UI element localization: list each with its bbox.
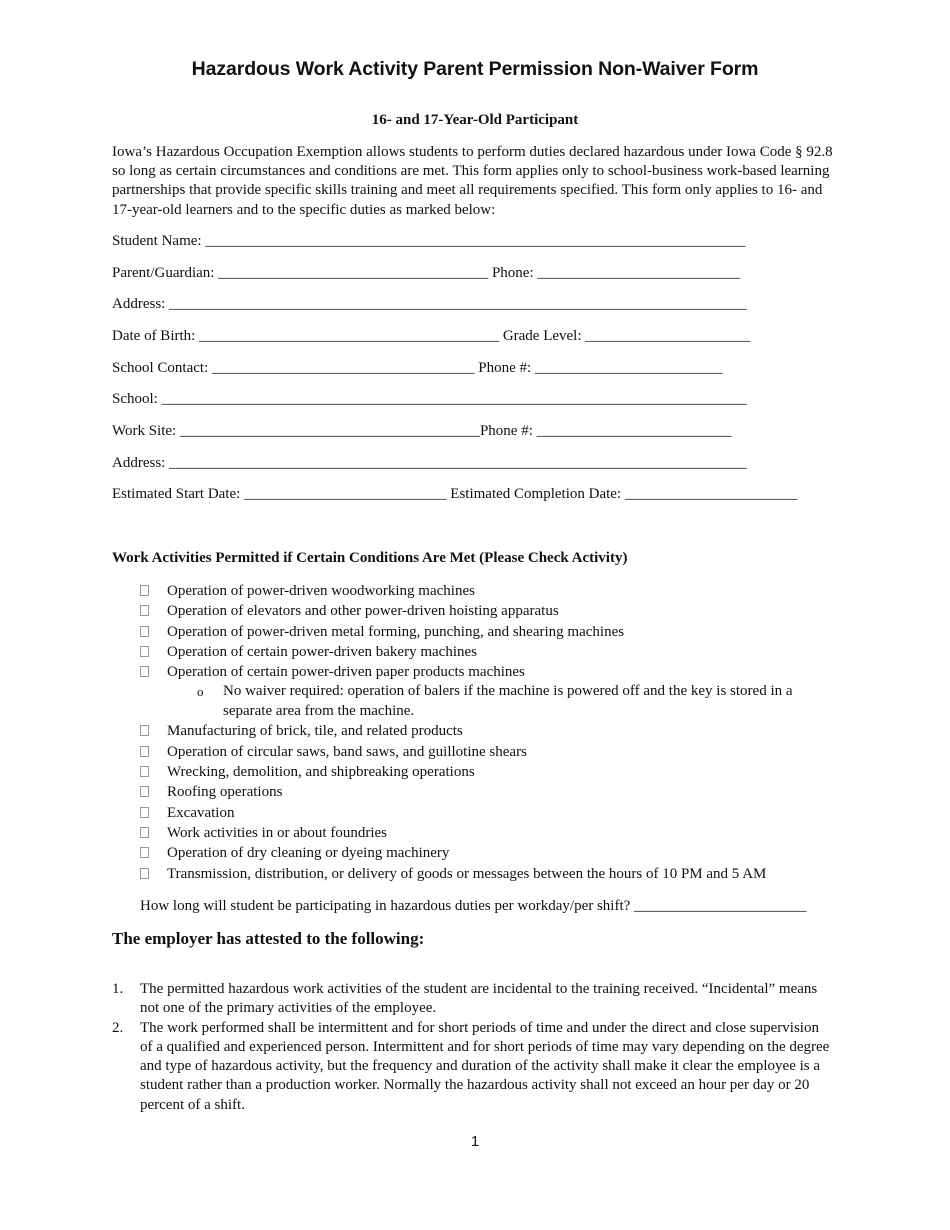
student-name-field[interactable]: Student Name: ________________________________________________________________________ xyxy=(112,233,746,249)
activity-item[interactable]: Operation of elevators and other power-driven hoisting apparatus xyxy=(140,601,840,621)
checkbox-icon[interactable] xyxy=(140,827,149,838)
checkbox-icon[interactable] xyxy=(140,646,149,657)
form-subtitle: 16- and 17-Year-Old Participant xyxy=(371,112,579,128)
start-completion-date-field[interactable]: Estimated Start Date: ___________________________ Estimated Completion Date: _______________________ xyxy=(112,486,798,502)
activity-item[interactable]: Excavation xyxy=(140,803,840,823)
list-item-text: The permitted hazardous work activities of the student are incidental to the training received. “Incidental” means not one of the primary activities of the employee. xyxy=(140,981,818,1017)
baler-note-text: No waiver required: operation of balers if the machine is powered off and the key is stored in a separate area from the machine. xyxy=(223,683,793,719)
school-contact-phone-field[interactable]: School Contact: ___________________________________ Phone #: _________________________ xyxy=(112,360,723,376)
activity-item[interactable]: Wrecking, demolition, and shipbreaking operations xyxy=(140,762,840,782)
activity-item[interactable]: Manufacturing of brick, tile, and related products xyxy=(140,721,840,741)
checkbox-icon[interactable] xyxy=(140,868,149,879)
duration-question[interactable]: How long will student be participating in hazardous duties per workday/per shift? _______________________ xyxy=(140,898,807,914)
checkbox-icon[interactable] xyxy=(140,766,149,777)
activity-item[interactable]: Operation of power-driven woodworking machines xyxy=(140,581,840,601)
checkbox-icon[interactable] xyxy=(140,786,149,797)
activity-item[interactable]: Operation of certain power-driven paper products machines xyxy=(140,662,840,682)
list-number: 1. xyxy=(112,981,124,997)
list-item xyxy=(112,980,832,1019)
page-number: 1 xyxy=(470,1133,480,1150)
checkbox-icon[interactable] xyxy=(140,626,149,637)
list-item-text: The work performed shall be intermittent and for short periods of time and under the direct and close supervision of a qualified and experienced person. Intermittent and for short periods of time may vary depending on the degree and type of hazardous activity, but the frequency and duration of the activity shall make it clear the employee is a student rather than a production worker. Normally the hazardous activity shall not exceed an hour per day or 20 percent of a shift. xyxy=(140,1019,830,1113)
activity-item[interactable]: Roofing operations xyxy=(140,782,840,802)
circle-bullet-icon: o xyxy=(197,684,204,700)
checkbox-icon[interactable] xyxy=(140,807,149,818)
checkbox-icon[interactable] xyxy=(140,585,149,596)
activity-item[interactable]: Operation of dry cleaning or dyeing machinery xyxy=(140,843,840,863)
form-title: Hazardous Work Activity Parent Permission Non-Waiver Form xyxy=(191,58,759,80)
activity-item[interactable]: Operation of certain power-driven bakery machines xyxy=(140,642,840,662)
checkbox-icon[interactable] xyxy=(140,746,149,757)
activity-item[interactable]: Transmission, distribution, or delivery of goods or messages between the hours of 10 PM and 5 AM xyxy=(140,864,840,884)
list-item xyxy=(112,1019,832,1115)
work-site-phone-field[interactable]: Work Site: ________________________________________Phone #: __________________________ xyxy=(112,423,732,439)
list-number: 2. xyxy=(112,1019,124,1036)
checkbox-icon[interactable] xyxy=(140,666,149,677)
intro-paragraph: Iowa’s Hazardous Occupation Exemption allows students to perform duties declared hazardous under Iowa Code § 92.8 so long as certain circumstances and conditions are met. This form applies only to school-business work-based learning partnerships that provide specific skills training and meet all requirements specified. This form only applies to 16- and 17-year-old learners and to the specific duties as marked below: xyxy=(112,144,833,218)
attestation-list xyxy=(112,980,832,1115)
activity-item[interactable]: Work activities in or about foundries xyxy=(140,823,840,843)
address-field[interactable]: Address: _____________________________________________________________________________ xyxy=(112,296,747,312)
activities-heading: Work Activities Permitted if Certain Conditions Are Met (Please Check Activity) xyxy=(112,550,628,566)
checkbox-icon[interactable] xyxy=(140,847,149,858)
attestation-heading: The employer has attested to the following: xyxy=(112,929,425,948)
activity-item[interactable]: Operation of circular saws, band saws, and guillotine shears xyxy=(140,742,840,762)
school-field[interactable]: School: ______________________________________________________________________________ xyxy=(112,391,747,407)
activity-item[interactable]: Operation of power-driven metal forming, punching, and shearing machines xyxy=(140,622,840,642)
date-of-birth-grade-field[interactable]: Date of Birth: ________________________________________ Grade Level: ______________________ xyxy=(112,328,751,344)
checkbox-icon[interactable] xyxy=(140,725,149,736)
parent-guardian-phone-field[interactable]: Parent/Guardian: ____________________________________ Phone: ___________________________ xyxy=(112,265,740,281)
activities-checklist xyxy=(140,581,840,884)
checkbox-icon[interactable] xyxy=(140,605,149,616)
work-site-address-field[interactable]: Address: _____________________________________________________________________________ xyxy=(112,455,747,471)
baler-note xyxy=(140,682,840,721)
